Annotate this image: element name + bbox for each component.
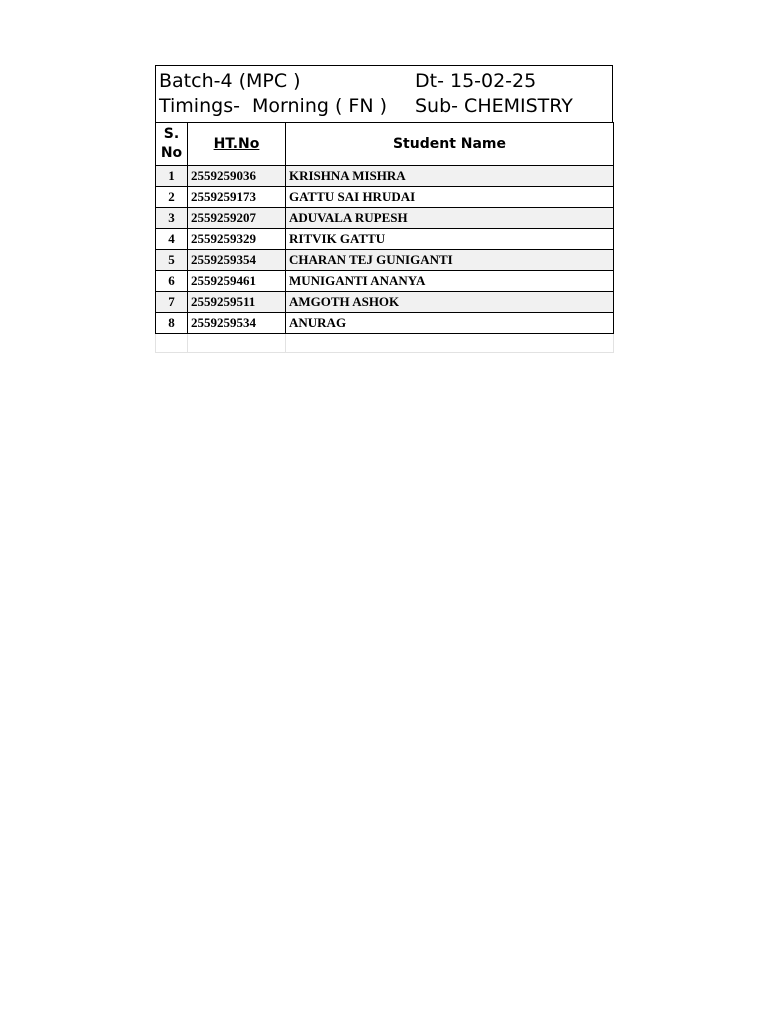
batch-label: Batch-4 (MPC ) — [159, 70, 301, 92]
table-row — [156, 208, 614, 229]
cell-sno: 2 — [156, 187, 188, 208]
cell-htno: 2559259207 — [188, 208, 286, 229]
cell-sno: 4 — [156, 229, 188, 250]
cell-htno: 2559259173 — [188, 187, 286, 208]
sheet-header — [155, 65, 613, 122]
cell-student-name: ADUVALA RUPESH — [286, 208, 614, 229]
cell-htno: 2559259511 — [188, 292, 286, 313]
table-row — [156, 250, 614, 271]
cell-student-name: MUNIGANTI ANANYA — [286, 271, 614, 292]
column-header-sno-line2: No — [160, 145, 183, 161]
cell-sno: 7 — [156, 292, 188, 313]
column-header-htno-label: HT.No — [213, 135, 260, 152]
cell-student-name: GATTU SAI HRUDAI — [286, 187, 614, 208]
date-label: Dt- 15-02-25 — [415, 70, 537, 92]
cell-sno: 1 — [156, 166, 188, 187]
column-header-htno — [188, 123, 286, 166]
column-header-name-label: Student Name — [392, 135, 507, 152]
cell-htno: 2559259534 — [188, 313, 286, 334]
column-header-name — [286, 123, 614, 166]
cell-student-name: RITVIK GATTU — [286, 229, 614, 250]
table-row — [156, 271, 614, 292]
cell-htno: 2559259461 — [188, 271, 286, 292]
cell-htno: 2559259329 — [188, 229, 286, 250]
empty-cell — [156, 334, 188, 353]
cell-student-name: CHARAN TEJ GUNIGANTI — [286, 250, 614, 271]
cell-htno: 2559259036 — [188, 166, 286, 187]
cell-sno: 6 — [156, 271, 188, 292]
table-row — [156, 229, 614, 250]
table-row — [156, 187, 614, 208]
table-row — [156, 166, 614, 187]
timings-label: Timings- Morning ( FN ) — [159, 95, 388, 117]
empty-cell — [286, 334, 614, 353]
cell-sno: 3 — [156, 208, 188, 229]
cell-student-name: KRISHNA MISHRA — [286, 166, 614, 187]
cell-student-name: AMGOTH ASHOK — [286, 292, 614, 313]
table-header-row — [156, 123, 614, 166]
empty-table-row — [156, 334, 614, 353]
attendance-sheet — [155, 65, 613, 353]
cell-student-name: ANURAG — [286, 313, 614, 334]
cell-sno: 5 — [156, 250, 188, 271]
empty-cell — [188, 334, 286, 353]
table-row — [156, 292, 614, 313]
cell-htno: 2559259354 — [188, 250, 286, 271]
student-table — [155, 122, 614, 353]
subject-label: Sub- CHEMISTRY — [415, 95, 573, 117]
cell-sno: 8 — [156, 313, 188, 334]
table-row — [156, 313, 614, 334]
column-header-sno — [156, 123, 188, 166]
column-header-sno-line1: S. — [163, 126, 180, 142]
